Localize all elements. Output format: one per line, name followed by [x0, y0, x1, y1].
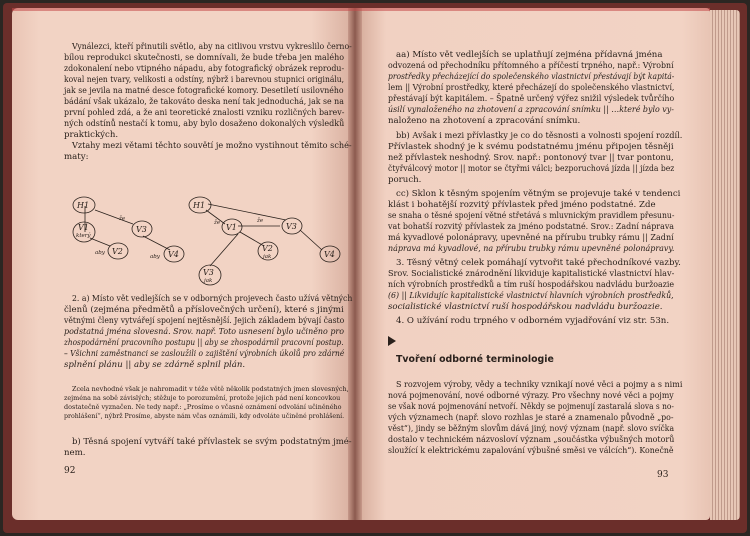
edge-label-ze: že — [257, 218, 264, 224]
text-line: se však nová pojmenování netvoří. Někdy se pojmenují zastaralá slova s no- — [388, 402, 674, 412]
page-number-right: 93 — [657, 470, 669, 480]
node-v4: V4 — [168, 250, 179, 259]
text-line: úsilí vynaloženého na zhotovení a zpracování snímku || …které bylo vy- — [388, 105, 674, 115]
text-line: Vynálezci, kteří přinutili světlo, aby na citlivou vrstvu vykreslilo černo- — [72, 42, 352, 52]
text-line: cc) Sklon k těsným spojením větným se projevuje také v tendenci — [396, 189, 681, 199]
node-v3b: V3 — [203, 268, 214, 277]
node-v3: V3 — [136, 225, 147, 234]
text-line: koval nejen tvary, velikosti a odstíny, nýbrž i barevnou stupnici originálu, — [64, 75, 345, 85]
text-line: prostředky přecházející do společenského vlastnictví přestávají být kapitá- — [388, 72, 675, 82]
text-line: větnými členy vytvářejí spojení nejtěsnější. Jejich základem bývají často — [64, 316, 345, 326]
text-line: odvozená od přechodníku přítomného a příčestí trpného, např.: Výrobní — [388, 61, 674, 71]
text-line: se snaha o těsné spojení větné střetává s mluvnickým pravidlem přesunu- — [388, 211, 675, 221]
page-edges — [710, 10, 740, 520]
text-line: b) Těsná spojení vytváří také přívlastek se svým podstatným jmé- — [72, 437, 352, 447]
node-v1: V1 — [226, 223, 237, 232]
text-line: ních výrobních prostředků a tím ruší hospodářskou nadvládu buržoazie — [388, 280, 675, 290]
text-line: maty: — [64, 152, 89, 162]
text-line: dostalo v technickém názvosloví význam „součástka výbušných motorů — [388, 435, 675, 445]
text-line: socialistické vlastnictví ruší hospodářskou nadvládu buržoazie. — [388, 302, 663, 312]
text-line: 3. Těsný větný celek pomáhají vytvořit také přechodníkové vazby. — [396, 258, 681, 268]
node-h1: H1 — [193, 201, 206, 210]
text-line: 2. a) Místo vět vedlejších se v odborných projevech často užívá větných — [72, 294, 353, 304]
text-line: Přívlastek shodný je k svému podstatnému jménu připojen těsněji — [388, 142, 674, 152]
text-line: nová pojmenování, nové odborné výrazy. Pro všechny nové věci a pojmy — [388, 391, 674, 401]
text-line: Srov. Socialistické znárodnění likviduje kapitalistické vlastnictví hlav- — [388, 269, 675, 279]
text-line: lem || Výrobní prostředky, které přecházejí do společenského vlastnictví, — [388, 83, 675, 93]
note-line: zejména na sobě závislých; stěžuje to porozumění, protože jejich pád není koncovkou — [64, 394, 341, 402]
edge-label-ze: že — [214, 220, 221, 226]
node-v1-label: který — [76, 233, 91, 239]
note-line: prohlášení“, nýbrž Prosíme, abyste nám včas oznámili, kdy odvoláte učiněné prohlášení. — [64, 412, 345, 420]
text-line: nem. — [64, 448, 86, 458]
text-line: praktických. — [64, 130, 119, 140]
text-line: vých významech (např. slovo rozhlas je staré a znamenalo původně „po- — [388, 413, 674, 423]
top-page-stripe — [12, 8, 710, 11]
text-line: poruch. — [388, 175, 422, 185]
text-line: má kyvadlové polonápravy, upevněné na přírubu trubky rámu || Zadní — [388, 233, 674, 243]
text-line: S rozvojem výroby, vědy a techniky vznikají nové věci a pojmy a s nimi — [396, 380, 683, 390]
note-line: Zcela nevhodné však je nahromadit v téže větě několik podstatných jmen slovesných, — [72, 385, 349, 393]
text-line: – Všichni zaměstnanci se zasloužili o zajištění výrobních úkolů pro zdárné — [64, 349, 345, 359]
text-line: věst“), jindy se běžným slovům dává jiný, nový význam (např. slovo svíčka — [388, 424, 675, 434]
text-line: první pohled zdá, a že ani teoretické znalosti vzniku rozličných barev- — [64, 108, 345, 118]
node-v2: V2 — [262, 244, 273, 253]
text-line: sloužící k elektrickému zapalování výbušné směsi ve válcích“). Konečně — [388, 446, 674, 456]
text-line: bádání však ukázalo, že takováto deska není tak jednoduchá, jak se na — [64, 97, 344, 107]
text-line: aa) Místo vět vedlejších se uplatňují zejména přídavná jména — [396, 50, 663, 60]
node-v1: V1 — [78, 223, 89, 232]
text-line: přestávají být kapitálem. – Špatně určený výřez snižil výsledek tvůrčího — [388, 94, 675, 104]
node-v2-label: jak — [263, 254, 272, 260]
node-h1: H1 — [77, 201, 90, 210]
node-v3b-label: jak — [204, 278, 213, 284]
sentence-schema-diagram — [60, 188, 350, 298]
text-line: zdokonalení nebo vtipného nápadu, aby fotografický obrázek reprodu- — [64, 64, 345, 74]
text-line: vat bohatší rozvitý přívlastek za jméno podstatné. Srov.: Zadní náprava — [388, 222, 675, 232]
edge-label-aby: aby — [95, 250, 105, 256]
section-marker-icon — [388, 336, 396, 346]
text-line: (6) || Likvidujíc kapitalistické vlastnictví hlavních výrobních prostředků, — [388, 291, 674, 301]
edge-label-ze: že — [119, 216, 126, 222]
node-v4: V4 — [324, 250, 335, 259]
text-line: splnění plánu || aby se zdárně splnil plán. — [64, 360, 246, 370]
text-line: podstatná jména slovesná. Srov. např. Toto usnesení bylo učiněno pro — [64, 327, 344, 337]
node-v3: V3 — [286, 222, 297, 231]
node-v2: V2 — [112, 247, 123, 256]
text-line: bílou reprodukci skutečnosti, se domnívali, že bude třeba jen malého — [64, 53, 345, 63]
text-line: členů (zejména předmětů a příslovečných určení), které s jinými — [64, 305, 344, 315]
text-line: jak se jevila na matné desce fotografické komory. Desetiletí usilovného — [64, 86, 344, 96]
text-line: naloženo na zhotovení a zpracování snímku. — [388, 116, 581, 126]
text-line: Vztahy mezi větami těchto souvětí je možno vystihnout těmito sché- — [72, 141, 352, 151]
text-line: zhospodárnění pracovního postupu || aby se zhospodárnil pracovní postup. — [64, 338, 344, 348]
text-line: klást i bohatější rozvitý přívlastek před jméno podstatné. Zde — [388, 200, 656, 210]
page-number-left: 92 — [64, 466, 76, 476]
text-line: 4. O užívání rodu trpného v odborném vyjadřování viz str. 53n. — [396, 316, 670, 326]
text-line: bb) Avšak i mezi přívlastky je co do těsnosti a volnosti spojení rozdíl. — [396, 131, 683, 141]
text-line: ných odstínů nestačí k tomu, aby bylo dosaženo dokonalých výsledků — [64, 119, 345, 129]
text-line: náprava má kyvadlové, na přírubu trubky rámu upevněné polonápravy. — [388, 244, 675, 254]
text-line: čtyřválcový motor || motor se čtyřmi válci; bezporuchová jízda || jízda bez — [388, 164, 675, 174]
section-heading: Tvoření odborné terminologie — [396, 354, 554, 365]
note-line: dostatečně vyznačen. Ne tedy např.: „Prosíme o včasné oznámení odvolání učiněného — [64, 403, 342, 411]
text-line: než přívlastek neshodný. Srov. např.: pontonový tvar || tvar pontonu, — [388, 153, 674, 163]
edge-label-aby: aby — [150, 254, 160, 260]
